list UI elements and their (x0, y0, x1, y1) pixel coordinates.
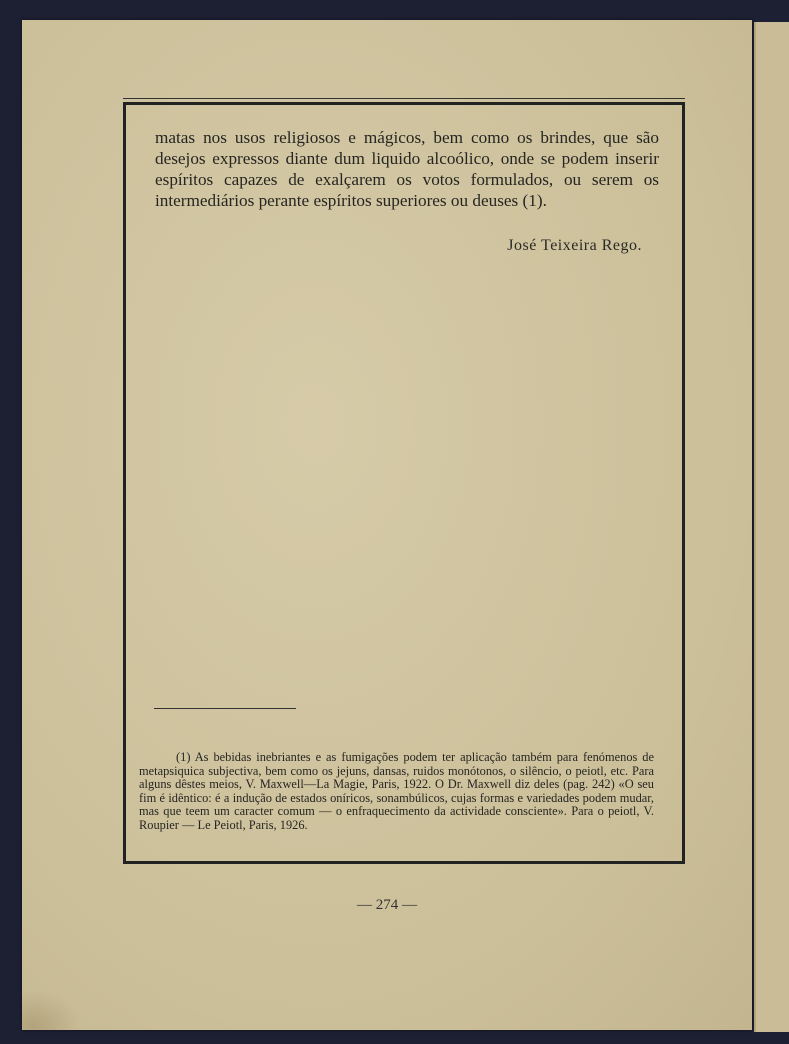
body-text: matas nos usos religiosos e mágicos, bem como os brindes, que são desejos expressos diante dum liquido alcoólico, onde se podem inserir espíritos capazes de exalçarem os votos formulados, ou serem os intermediários perante espíritos superiores ou deuses (155, 128, 659, 210)
footnote-separator (154, 708, 296, 709)
page-stain (22, 990, 82, 1030)
author-signature: José Teixeira Rego. (507, 237, 642, 254)
body-paragraph (155, 127, 659, 211)
book-page (22, 20, 752, 1030)
footnote-reference: (1). (522, 191, 547, 210)
adjacent-page-edge (754, 22, 789, 1032)
page-number: — 274 — (357, 897, 417, 913)
footnote-text: (1) As bebidas inebriantes e as fumigações podem ter aplicação também para fenómenos de metapsiquica subjectiva, bem como os jejuns, dansas, ruidos monótonos, o silêncio, o peiotl, etc. Para alguns dêstes meios, V. Maxwell—La Magie, Paris, 1922. O Dr. Maxwell diz deles (pag. 242) «O seu fim é idêntico: é a indução de estados oníricos, sonambúlicos, cujas formas e variedades podem mudar, mas que teem um caracter comum — o enfraquecimento da actividade consciente». Para o peiotl, V. Roupier — Le Peiotl, Paris, 1926. (139, 750, 654, 832)
text-frame (123, 102, 685, 864)
